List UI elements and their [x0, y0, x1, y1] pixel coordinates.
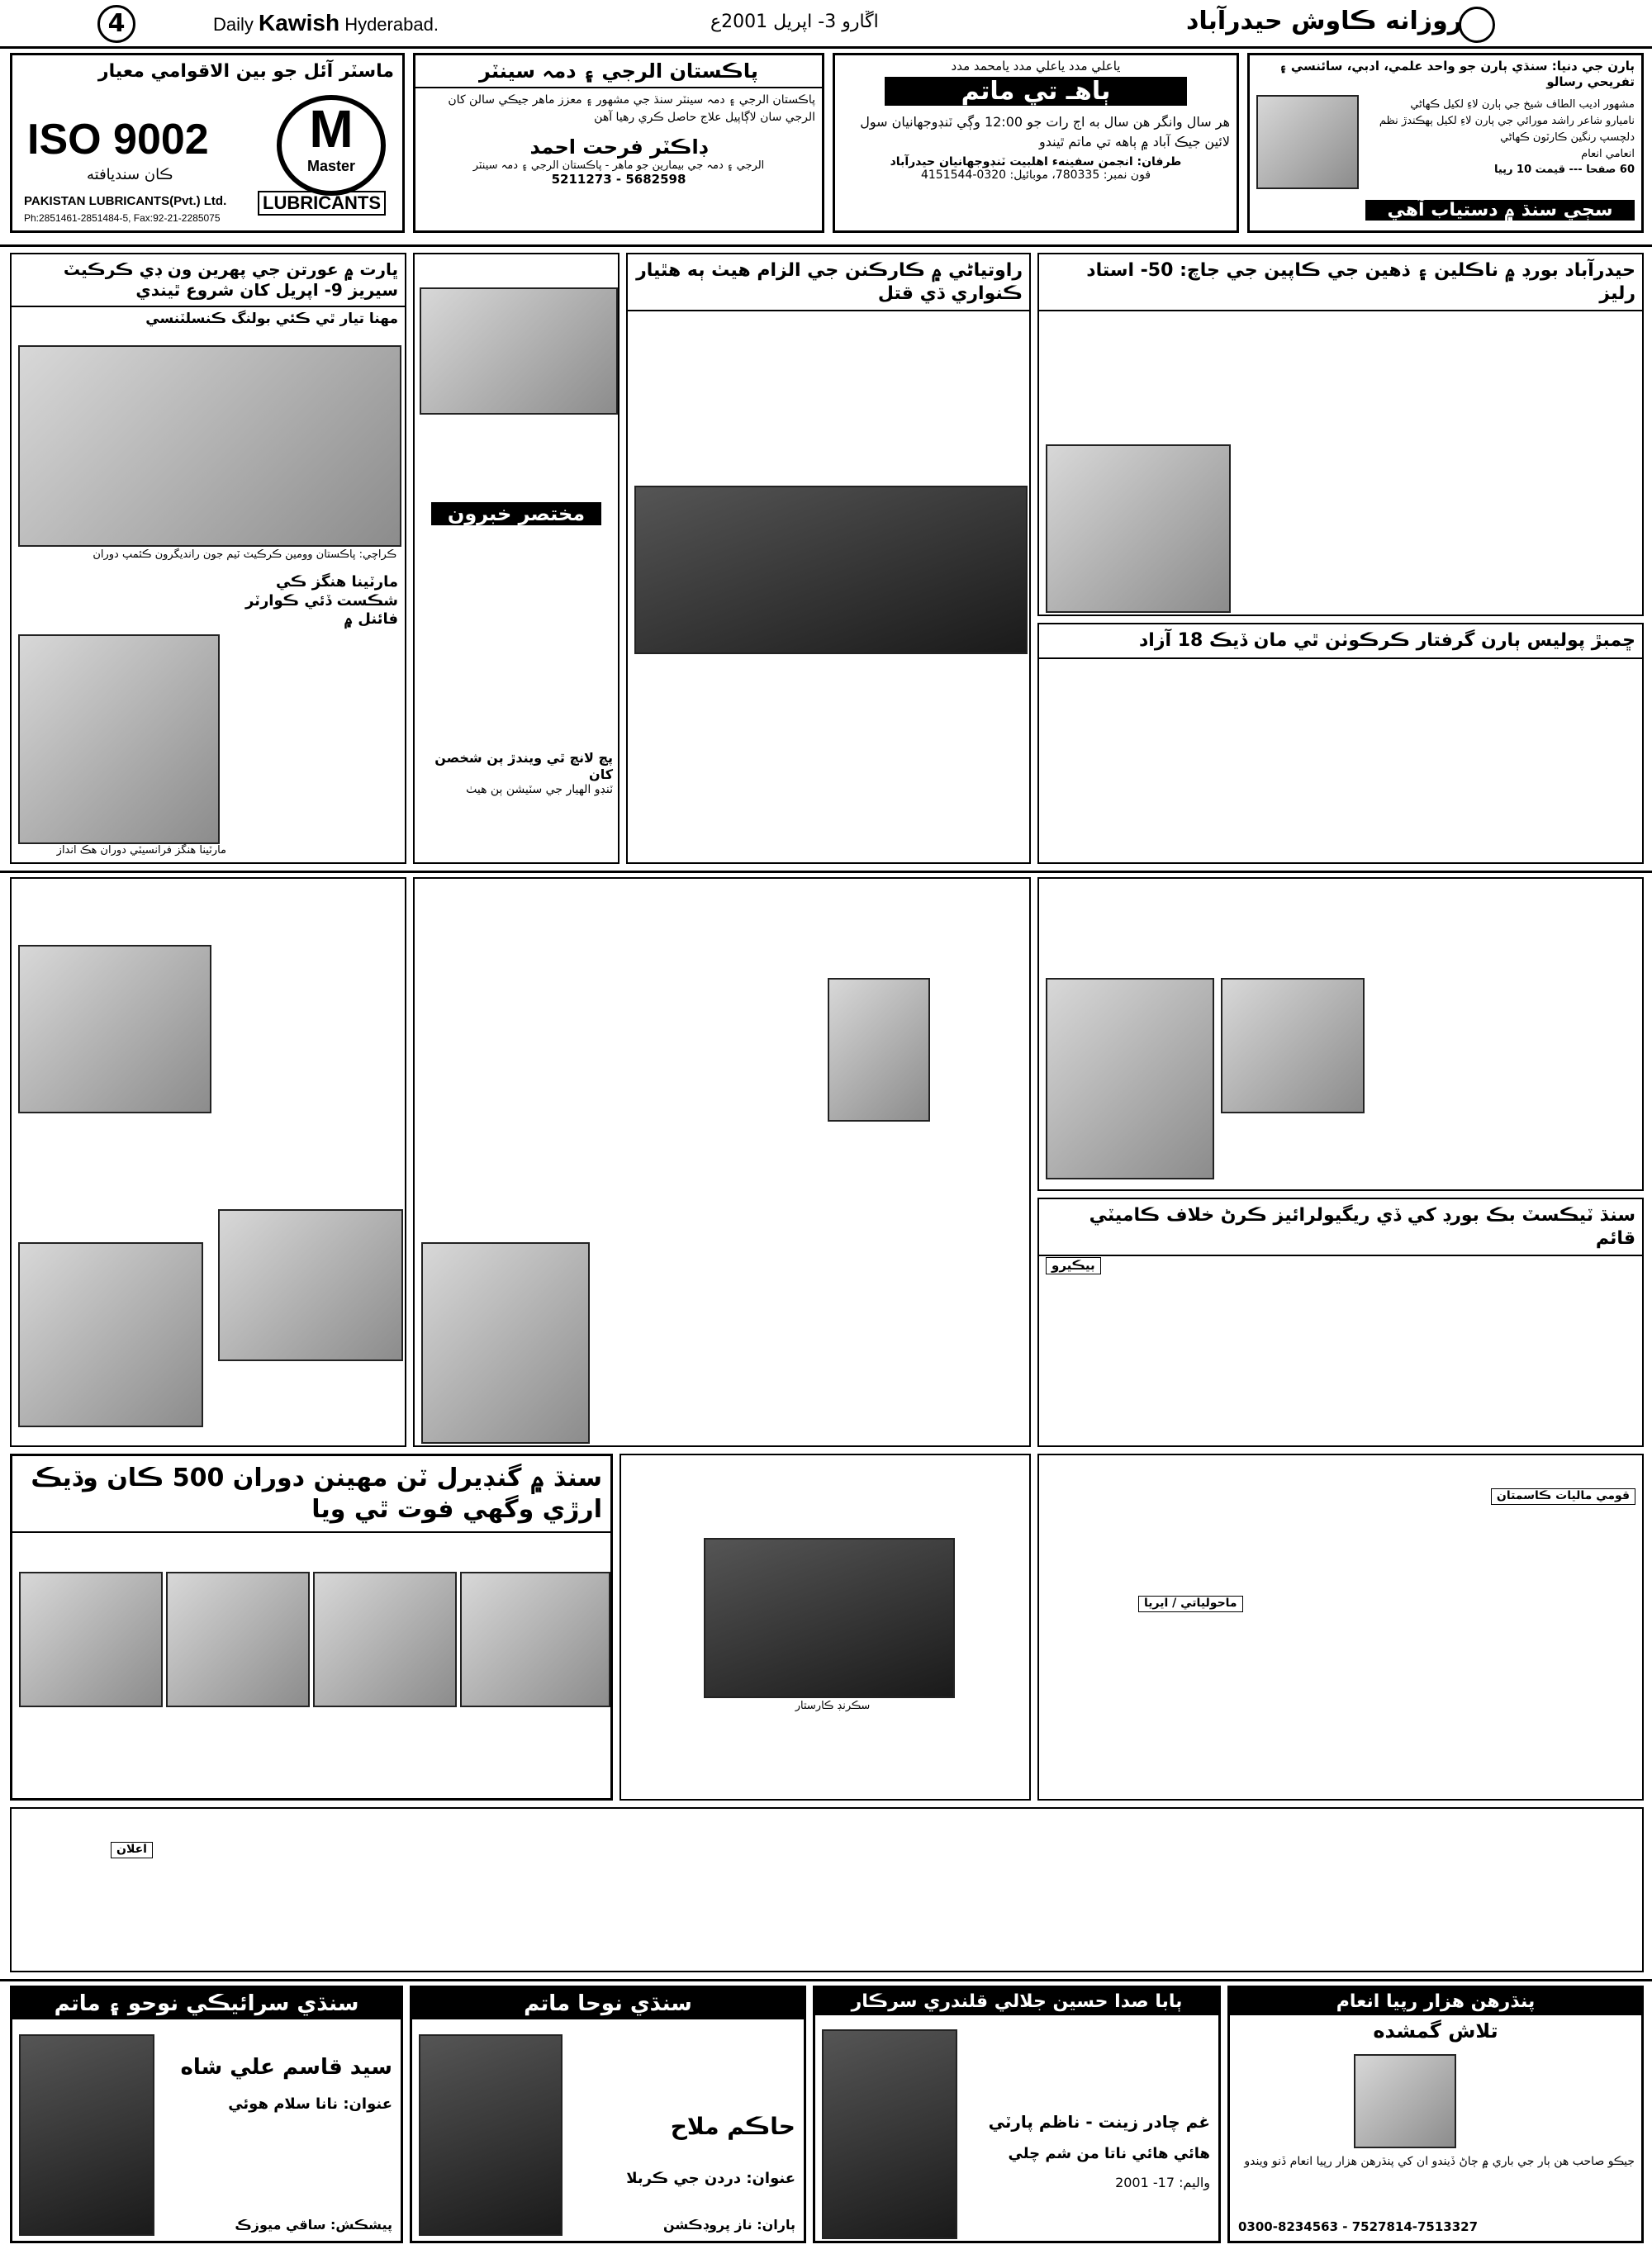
missing-child-photo	[1354, 2054, 1456, 2148]
couple-photo	[1046, 444, 1231, 613]
girl-archery-photo	[828, 978, 930, 1122]
masthead-title: روزانه ڪاوش حيدرآباد	[1185, 7, 1462, 36]
children-line: دلچسپ رنگين ڪارٽون ڪهاڻي	[1500, 131, 1635, 145]
rawatiyani-story	[626, 253, 1031, 864]
masthead-date: اڱارو 3- اپريل 2001ع	[710, 12, 879, 32]
brief-news-section	[413, 253, 620, 864]
noha-ad-2	[410, 1986, 806, 2243]
sick-child-photo-4	[460, 1572, 610, 1707]
children-line: ناميارو شاعر راشد مورائي جي ٻارن لاءِ لکيل ٻهڪندڙ نظم	[1379, 115, 1635, 128]
children-footer: سڄي سنڌ ۾ دستياب آهي	[1365, 200, 1635, 221]
children-title: ٻارن جي دنيا: سنڌي ٻارن جو واحد علمي، ادبي، سائنسي ۽ تفريحي رسالو	[1279, 59, 1635, 89]
noha1-prod: پيشڪش: ساقي ميوزڪ	[235, 2217, 392, 2233]
sick-child-photo-1	[19, 1572, 163, 1707]
sports-section	[10, 253, 406, 864]
masthead-english: Daily Kawish Hyderabad.	[213, 10, 439, 36]
iso-sub: ڪان سنديافته	[87, 166, 173, 183]
qalandari-photo	[822, 2029, 957, 2239]
provincial-category: قومي ماليات ڪاسمتان	[1491, 1488, 1635, 1505]
children-lines	[1362, 97, 1635, 177]
master-logo-m: M	[309, 99, 354, 159]
children-price: 60 صفحا --- قيمت 10 رپيا	[1493, 163, 1635, 176]
elder-woman-photo	[18, 1242, 203, 1427]
noha-ad-1	[10, 1986, 403, 2243]
noha1-title: سنڌي سرائيڪي نوحو ۽ ماتم	[12, 1988, 401, 2019]
woman-photo	[1221, 978, 1365, 1113]
tennis-photo-caption: مارٽينا هنگز فرانسيٽي دوران هڪ انداز	[56, 844, 226, 857]
matam-body: هر سال وانگر هن سال به اڄ رات جو 12:00 وڳي ٽنڊوجهانيان سول لائين جيڪ آباد ۾ ٻاهه تي ماتم ٿيندو	[860, 114, 1230, 149]
company-name: PAKISTAN LUBRICANTS(Pvt.) Ltd.	[24, 194, 227, 208]
children-magazine-ad	[1247, 53, 1644, 233]
missing-child-ad	[1227, 1986, 1644, 2243]
accident-caption: سڪرنڊ ڪارستار	[795, 1700, 871, 1712]
matam-invocation: ياعلي مدد ياعلي مدد يامحمد مدد	[951, 59, 1121, 74]
hospital-photo	[18, 945, 211, 1113]
tourism-category: ماحولياتي / ايريا	[1138, 1596, 1243, 1612]
matam-headline: ٻاهـ تي ماتم	[885, 77, 1187, 106]
textbook-headline: سنڌ ٽيڪسٽ بڪ بورڊ کي ڏي ريگيولرائيز ڪرڻ خلاف ڪاميٽي قائم	[1039, 1199, 1642, 1256]
matam-org: طرفان: انجمن سفينهء اهلبيت ٽنڊوجهانيان حيدرآباد	[890, 155, 1182, 168]
allergy-body: پاڪستان الرجي ۽ دمہ سينٽر سنڌ جي مشهور ۽ معزز ماهر جيڪي سالن کان الرجي سان لاڳاپيل علاج حاصل ڪري رهيا آهن	[448, 93, 815, 124]
horizontal-rule	[0, 244, 1652, 247]
center-mid-story	[413, 877, 1031, 1447]
page-number: 4	[97, 5, 135, 43]
statue-photo	[1046, 978, 1214, 1179]
lubricants-label: LUBRICANTS	[258, 191, 386, 216]
masthead-circle	[1459, 7, 1495, 43]
arrested-men-photo	[704, 1538, 955, 1698]
accident-story	[620, 1454, 1031, 1801]
missing-sub: تلاش گمشده	[1373, 2019, 1498, 2043]
children-line: مشهور اديب الطاف شيخ جي ٻارن لاءِ لکيل ڪهاڻي	[1410, 98, 1635, 111]
missing-body: جيڪو صاحب هن ٻار جي باري ۾ ڄاڻ ڏيندو ان کي پنڌرهن هزار رپيا انعام ڏنو ويندو	[1244, 2155, 1635, 2168]
allergy-doctor: ڊاڪٽر فرحت احمد	[529, 135, 708, 159]
board-headline: حيدرآباد بورڊ ۾ ناڪلين ۽ ذهين جي ڪاپين جي جاچ: 50- استاد رليز	[1039, 254, 1642, 311]
child-photo	[1256, 95, 1359, 189]
noha1-name: سيد قاسم علي شاه	[180, 2055, 392, 2080]
brief-news-title: مختصر خبرون	[431, 502, 601, 525]
noha2-album: عنوان: دردن جي ڪربلا	[626, 2170, 795, 2187]
missing-phone: 0300-8234563 - 7527814-7513327	[1238, 2219, 1479, 2234]
noha2-prod: ٻاران: ناز پروڊڪشن	[662, 2217, 795, 2233]
master-logo	[277, 95, 386, 196]
man-portrait-photo	[421, 1242, 590, 1444]
left-mid-story	[10, 877, 406, 1447]
crowd-photo	[634, 486, 1028, 654]
doctor-photo	[218, 1209, 403, 1361]
brief-news-headline: پچ لانچ ٿي ويندڙ ٻن شخصن کان	[434, 750, 613, 782]
textbook-board-story	[1037, 1198, 1644, 1447]
missing-reward-title: پنڌرهن هزار رپيا انعام	[1230, 1988, 1641, 2015]
allergy-center-ad	[413, 53, 824, 233]
master-lubricants-ad	[10, 53, 405, 233]
sick-child-photo-3	[313, 1572, 457, 1707]
horizontal-rule	[0, 871, 1652, 873]
sports-headline-2: مارٽينا هنگز ڪي شڪست ڏئي ڪوارٽر فائنل ۾	[244, 573, 398, 628]
sports-headline: ڀارت ۾ عورتن جي پهرين ون ڊي ڪرڪيٽ سيريز 9- اپريل کان شروع ٿيندي	[12, 254, 405, 307]
qalandari-line2: هائي هائي ناتا من شم چلي	[1008, 2145, 1210, 2162]
cricket-photo-caption: ڪراچي: پاڪستان وومين ڪرڪيٽ ٽيم جون رانديگرون ڪئمپ دوران	[93, 548, 396, 561]
diarrhea-headline: سنڌ ۾ گنڊيرل ٽن مهينن دوران 500 ڪان وڌيڪ ارڙي وگهي فوت ٿي ويا	[12, 1456, 610, 1533]
textbook-category: بيڪيرو	[1046, 1257, 1101, 1274]
lower-news-row	[10, 1807, 1644, 1972]
meeting-photo	[420, 287, 618, 415]
matam-phone: فون نمبر: 780335، موبائيل: 0320-4151544	[920, 168, 1151, 182]
masthead	[0, 0, 1652, 49]
chhambar-headline: ڇمبڙ پوليس ٻارن گرفتار ڪرڪوٺن ٿي مان ڏيڪ 18 آزاد	[1039, 624, 1642, 659]
right-mid-story	[1037, 877, 1644, 1191]
rawatiyani-headline: راوتياڻي ۾ ڪارڪنن جي الزام هيٺ ٻه هٿيار ڪنواري ڌي قتل	[628, 254, 1029, 311]
noha2-photo	[419, 2034, 563, 2236]
diarrhea-story	[10, 1454, 613, 1801]
allergy-phone: 5211273 - 5682598	[551, 172, 686, 187]
women-category: اعلان	[111, 1842, 153, 1858]
board-story	[1037, 253, 1644, 616]
master-ad-title: ماسٽر آئل جو بين الاقوامي معيار	[97, 61, 394, 82]
noha1-album: عنوان: نانا سلام هوئي	[228, 2095, 392, 2113]
noha1-photo	[19, 2034, 154, 2236]
sick-child-photo-2	[166, 1572, 310, 1707]
children-line: انعامي انعام	[1581, 148, 1635, 161]
tennis-player-photo	[18, 634, 220, 844]
noha2-title: سنڌي نوحا ماتم	[412, 1988, 804, 2019]
master-logo-text: Master	[306, 158, 356, 174]
company-phone: Ph:2851461-2851484-5, Fax:92-21-2285075	[24, 212, 221, 224]
horizontal-rule	[0, 1979, 1652, 1981]
qalandari-ad	[813, 1986, 1221, 2243]
allergy-address: الرجي ۽ دمہ جي بيمارين جو ماهر - پاڪستان الرجي ۽ دمہ سينٽر	[472, 159, 765, 172]
matam-ad	[833, 53, 1239, 233]
iso-label: ISO 9002	[27, 116, 209, 164]
qalandari-vol: واليم: 17- 2001	[1115, 2175, 1210, 2190]
chhambar-story	[1037, 623, 1644, 864]
allergy-title: پاڪستان الرجي ۽ دمہ سينٽر	[415, 55, 822, 88]
brief-news-sub: ٽنڊو الهيار جي سٽيشن ٻن هيٺ	[466, 783, 613, 796]
cricket-team-photo	[18, 345, 401, 547]
right-lower-stories	[1037, 1454, 1644, 1801]
sports-subheadline: مهنا تيار ٿي ڪئي بولنگ ڪنسلٽنسي	[145, 311, 398, 327]
qalandari-title: ٻابا صدا حسين جلالي قلندري سرڪار	[815, 1988, 1218, 2015]
noha2-singer: حاڪم ملاح	[670, 2113, 795, 2140]
qalandari-line: غم چادر زينت - ناظم پارٽي	[988, 2112, 1210, 2132]
